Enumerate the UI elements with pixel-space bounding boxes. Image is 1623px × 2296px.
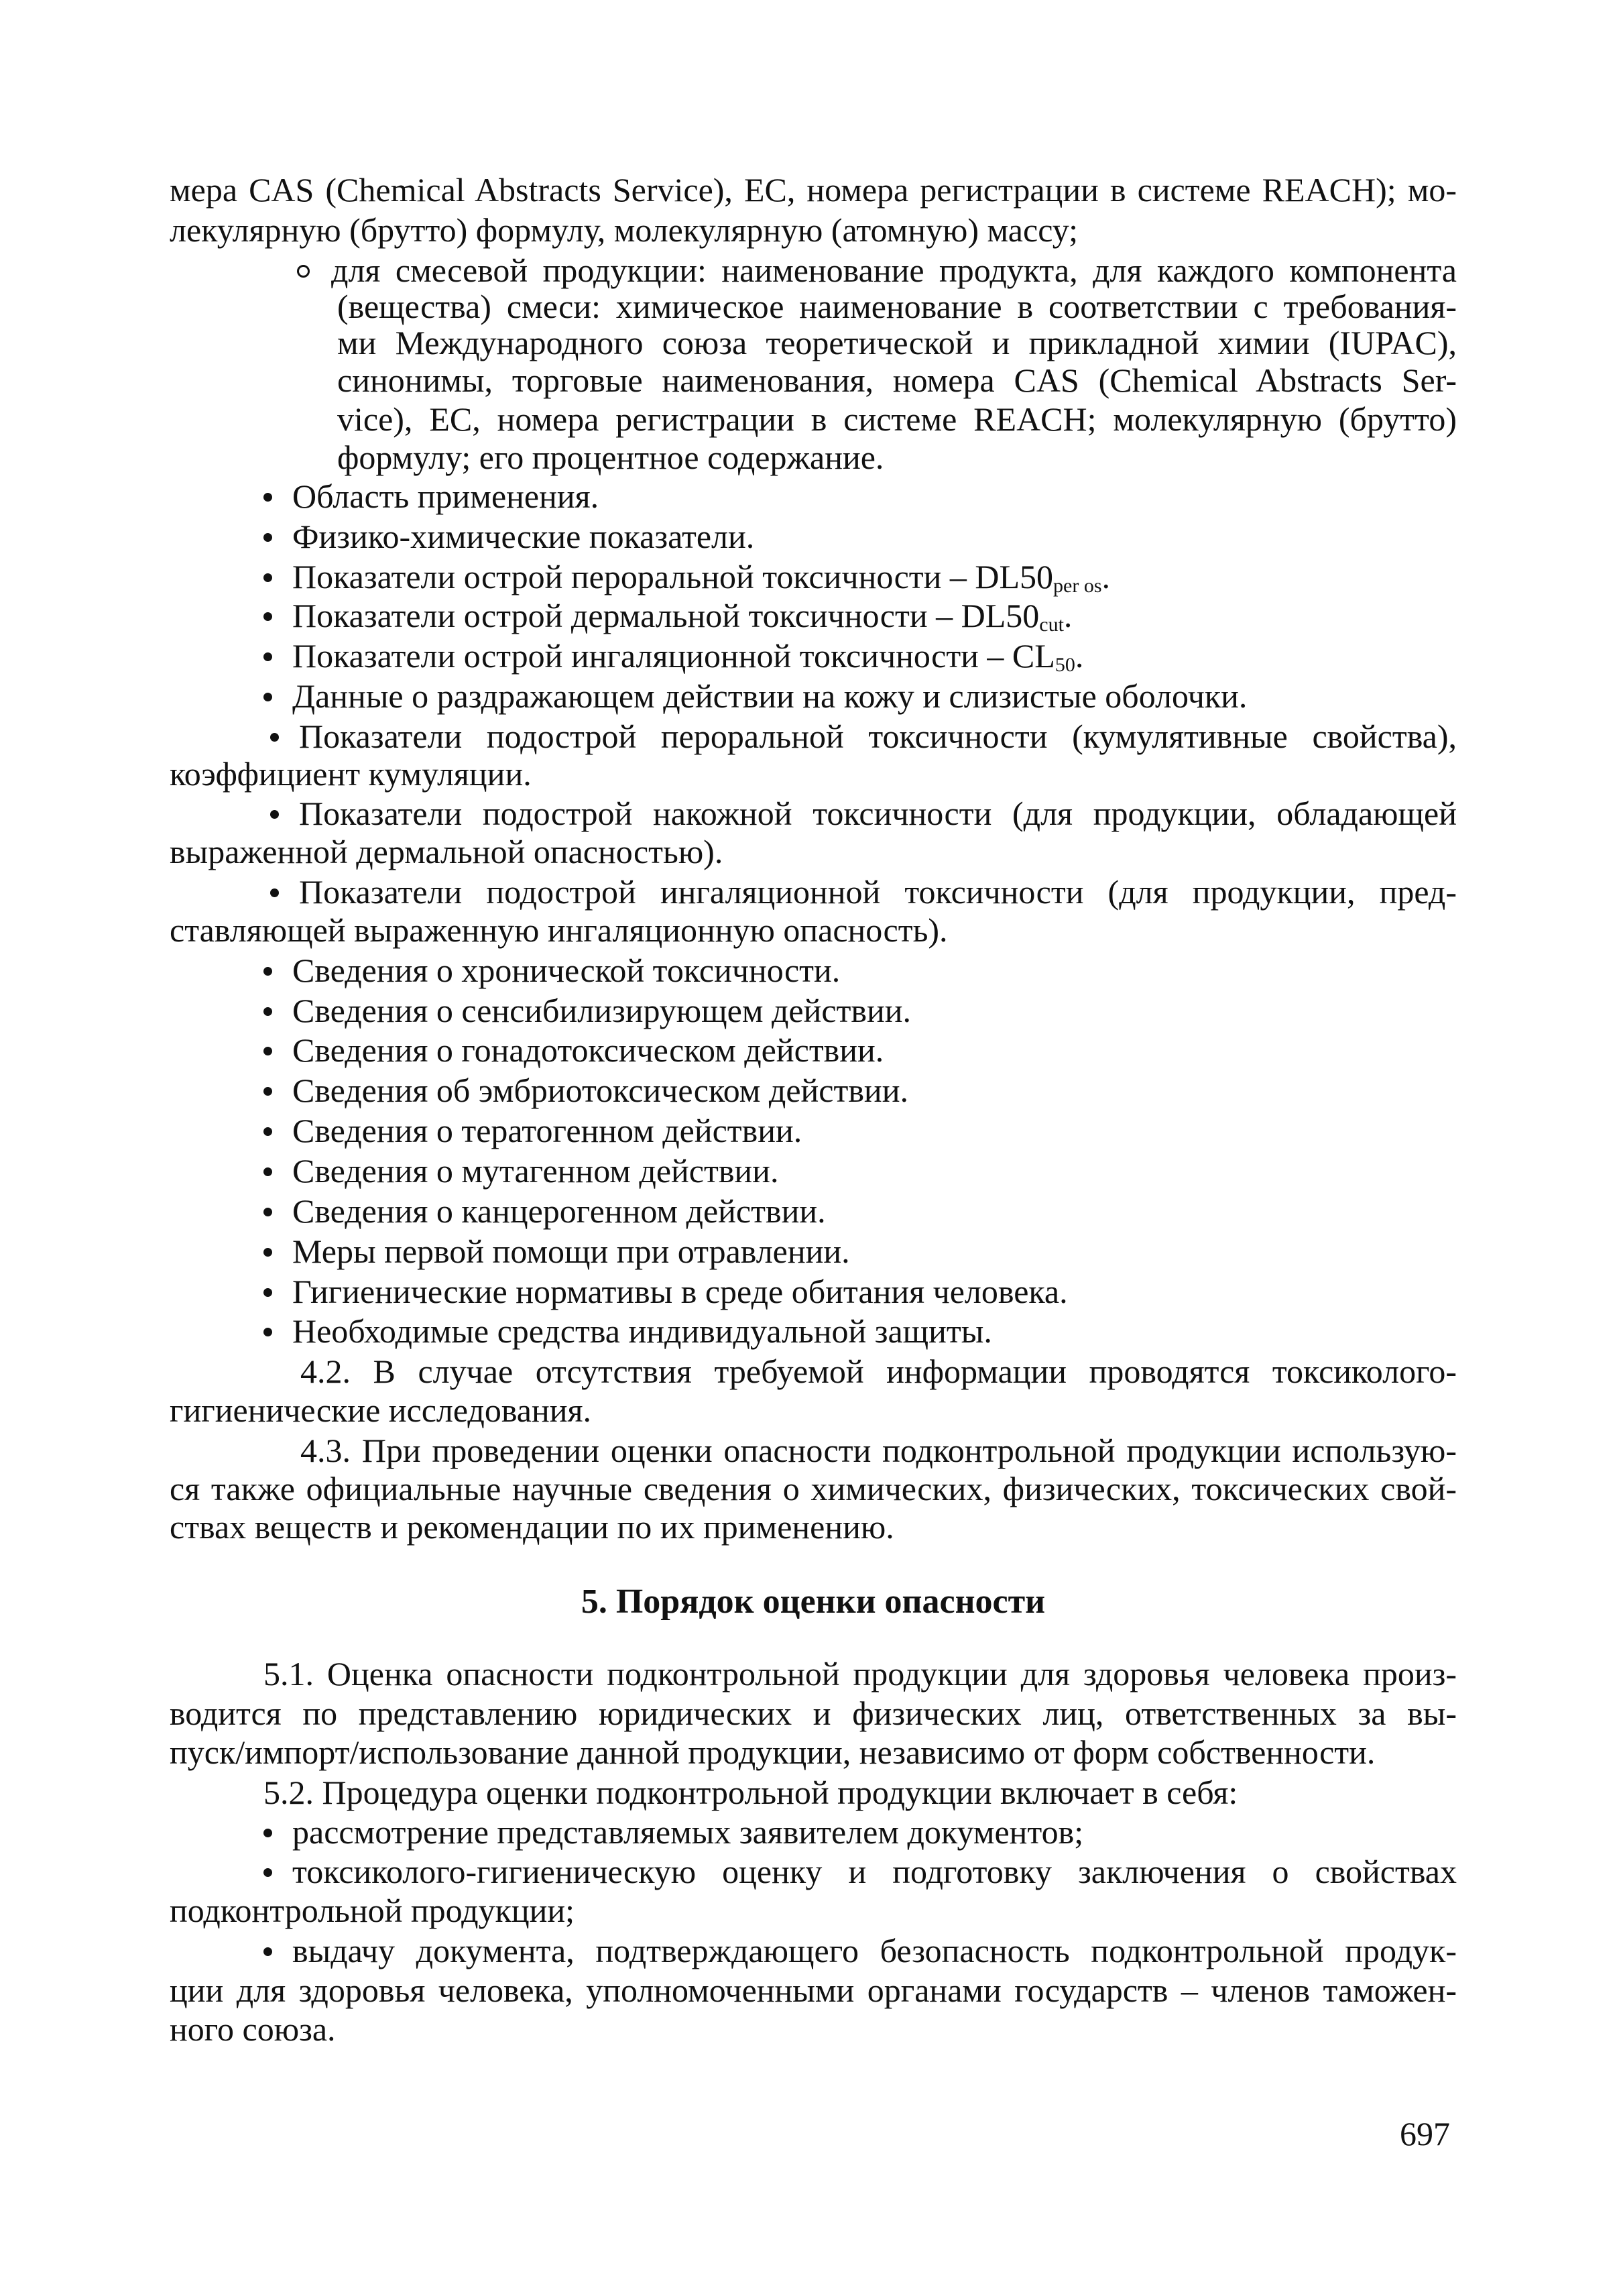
list-item-text: Показатели подострой ингаляционной токсичности (для продукции, пред- <box>299 873 1457 911</box>
list-item-text: токсиколого-гигиеническую оценку и подготовку заключения о свойствах <box>292 1853 1457 1890</box>
list-item: Показатели острой пероральной токсичности – $DL50_{per os}$. <box>263 557 1457 606</box>
list-item-text: Данные о раздражающем действии на кожу и слизистые оболочки. <box>292 677 1248 715</box>
list-item-text: Показатели острой дермальной токсичности – DL <box>292 597 1006 634</box>
text-line: пуск/импорт/использование данной продукции, независимо от форм собственности. <box>170 1733 1376 1771</box>
list-item: Показатели острой ингаляционной токсичности – $CL_{50}$. <box>263 636 1457 685</box>
text-line: коэффициент кумуляции. <box>170 755 532 793</box>
bullet-icon <box>263 1167 272 1176</box>
bullet-icon <box>263 1829 272 1837</box>
list-item <box>170 1931 1457 1971</box>
bullet-icon <box>263 1047 272 1055</box>
list-item-text: рассмотрение представляемых заявителем документов; <box>292 1813 1084 1851</box>
list-item <box>263 1271 1457 1312</box>
text-line: лекулярную (брутто) формулу, молекулярную (атомную) массу; <box>170 211 1078 249</box>
list-item <box>263 1812 1457 1852</box>
list-item <box>263 1030 1457 1070</box>
list-item-text: 50 <box>1006 597 1040 634</box>
paragraph-line: 5.1. Оценка опасности подконтрольной продукции для здоровья человека произ- <box>263 1655 1457 1692</box>
list-item: Показатели острой дермальной токсичности – $DL50_{cut}$. <box>263 595 1457 645</box>
sub-list-item <box>297 250 1457 290</box>
list-item-text: Показатели острой пероральной токсичности – DL <box>292 558 1020 595</box>
text-line: для смесевой продукции: наименование продукта, для каждого компонента <box>331 251 1457 289</box>
bullet-icon <box>263 573 272 582</box>
text-line: ствах веществ и рекомендации по их применению. <box>170 1508 894 1546</box>
bullet-icon <box>263 967 272 976</box>
text-line: ми Международного союза теоретической и прикладной химии (IUPAC), <box>337 324 1457 361</box>
text-line: (вещества) смеси: химическое наименование в соответствии с требования- <box>337 288 1457 325</box>
bullet-icon <box>263 1007 272 1016</box>
text-line: выраженной дермальной опасностью). <box>170 833 723 870</box>
bullet-icon <box>270 888 279 897</box>
list-item <box>263 1311 1457 1351</box>
list-item-text: Сведения о тератогенном действии. <box>292 1112 802 1149</box>
list-item-text: Сведения о мутагенном действии. <box>292 1152 779 1190</box>
list-item-text: Сведения о канцерогенном действии. <box>292 1192 826 1230</box>
list-item-text: Область применения. <box>292 477 599 515</box>
paragraph-line: 4.3. При проведении оценки опасности подконтрольной продукции использую- <box>300 1432 1457 1469</box>
list-item-text: Необходимые средства индивидуальной защиты. <box>292 1312 992 1350</box>
bullet-icon <box>263 1868 272 1877</box>
circle-bullet-icon <box>297 265 310 278</box>
list-item <box>170 872 1457 912</box>
text-line: водится по представлению юридических и физических лиц, ответственных за вы- <box>170 1695 1457 1732</box>
list-item-text: Сведения о гонадотоксическом действии. <box>292 1031 884 1069</box>
text-line: ставляющей выраженную ингаляционную опасность). <box>170 911 948 949</box>
text-line: гигиенические исследования. <box>170 1391 591 1429</box>
text-line: vice), EC, номера регистрации в системе REACH; молекулярную (брутто) <box>337 400 1457 438</box>
bullet-icon <box>263 1248 272 1257</box>
subscript: cut <box>1039 614 1064 636</box>
list-item-text: Сведения об эмбриотоксическом действии. <box>292 1072 908 1109</box>
list-item <box>170 1851 1457 1892</box>
text-line: ного союза. <box>170 2010 336 2048</box>
list-item <box>263 990 1457 1031</box>
list-item-text: Показатели подострой накожной токсичности (для продукции, обладающей <box>299 795 1457 832</box>
bullet-icon <box>270 733 279 742</box>
paragraph-line: 5.2. Процедура оценки подконтрольной продукции включает в себя: <box>263 1774 1238 1811</box>
paragraph-line: 4.2. В случае отсутствия требуемой информации проводятся токсиколого- <box>300 1353 1457 1390</box>
list-item-text: Меры первой помощи при отравлении. <box>292 1232 850 1270</box>
bullet-icon <box>263 1087 272 1096</box>
bullet-icon <box>263 1288 272 1297</box>
list-item-text: 50 <box>1020 558 1054 595</box>
text-line: мера CAS (Chemical Abstracts Service), EC, номера регистрации в системе REACH); мо- <box>170 171 1457 209</box>
list-item <box>263 1110 1457 1151</box>
list-item <box>263 516 1457 557</box>
list-item <box>263 476 1457 516</box>
list-item <box>170 793 1457 834</box>
text-line: ся также официальные научные сведения о химических, физических, токсических свой- <box>170 1470 1457 1507</box>
text-line: синонимы, торговые наименования, номера CAS (Chemical Abstracts Ser- <box>337 361 1457 399</box>
subscript: per os <box>1053 575 1102 597</box>
list-item-text: Физико-химические показатели. <box>292 518 755 555</box>
list-item-text: Сведения о сенсибилизирующем действии. <box>292 992 912 1029</box>
page-number: 697 <box>1400 2115 1450 2152</box>
list-item-text: Показатели подострой пероральной токсичности (кумулятивные свойства), <box>299 718 1457 755</box>
text-line: подконтрольной продукции; <box>170 1892 575 1929</box>
bullet-icon <box>270 810 279 819</box>
list-item-text: выдачу документа, подтверждающего безопасность подконтрольной продук- <box>292 1932 1457 1969</box>
bullet-icon <box>263 493 272 502</box>
text-line: формулу; его процентное содержание. <box>337 439 884 476</box>
section-heading: 5. Порядок оценки опасности <box>581 1583 1046 1621</box>
bullet-icon <box>263 1208 272 1216</box>
list-item <box>263 1151 1457 1191</box>
bullet-icon <box>263 652 272 661</box>
bullet-icon <box>263 1328 272 1336</box>
bullet-icon <box>263 1947 272 1956</box>
bullet-icon <box>263 533 272 542</box>
list-item-text: Показатели острой ингаляционной токсичности – CL <box>292 637 1055 675</box>
text-line: ции для здоровья человека, уполномоченными органами государств – членов таможен- <box>170 1971 1457 2009</box>
list-item <box>263 1070 1457 1110</box>
list-item-text: Сведения о хронической токсичности. <box>292 952 841 989</box>
bullet-icon <box>263 612 272 621</box>
list-item <box>263 676 1457 716</box>
subscript: 50 <box>1055 654 1075 676</box>
list-item <box>170 716 1457 756</box>
list-item-text: Гигиенические нормативы в среде обитания человека. <box>292 1273 1068 1310</box>
bullet-icon <box>263 1127 272 1136</box>
list-item <box>263 950 1457 990</box>
list-item <box>263 1231 1457 1271</box>
bullet-icon <box>263 693 272 701</box>
list-item <box>263 1191 1457 1231</box>
